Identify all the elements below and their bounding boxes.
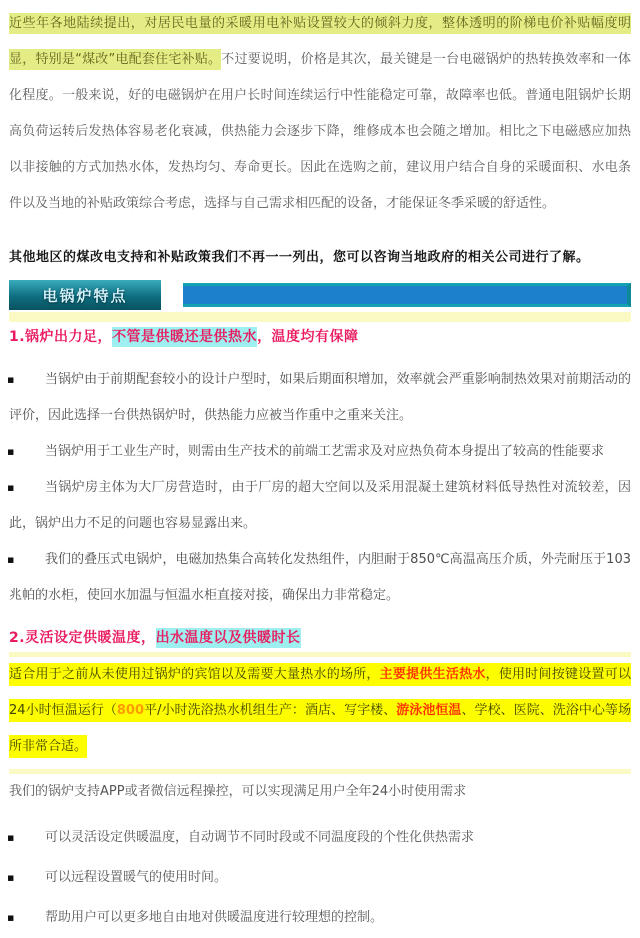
yellow-red-seg: 主要提供生活热水 (380, 663, 486, 686)
highlight-strip (9, 769, 631, 774)
yellow-red-seg: 游泳池恒温 (396, 699, 461, 722)
section-banner (9, 280, 631, 310)
list-item (9, 542, 631, 614)
list-item (9, 362, 631, 434)
list-item (9, 898, 631, 938)
section2-bullet-list (9, 818, 631, 938)
yellow-seg: 适合用于之前从未使用过锅炉的宾馆以及需要大量热水的场所， (9, 663, 380, 686)
section1-heading-seg3: ，温度均有保障 (257, 329, 359, 345)
yellow-orange-seg: 800 (117, 699, 144, 722)
bullet-text: 可以远程设置暖气的使用时间。 (45, 870, 228, 885)
section2-heading-seg1: 2.灵活设定供暖温度， (9, 630, 156, 646)
bullet-text: 帮助用户可以更多地自由地对供暖温度进行较理想的控制。 (45, 910, 384, 925)
intro-normal-text: 不过要说明，价格是其次，最关键是一台电磁锅炉的热转换效率和一体化程度。一般来说，好的电磁锅炉在用户长时间连续运行中性能稳定可靠，故障率也低。普通电阻锅炉长期高负荷运转后发热体容易老化衰减，供热能力会逐步下降，维修成本也会随之增加。相比之下电磁感应加热以非接触的方式加热水体，发热均匀、寿命更长。因此在选购之前，建议用户结合自身的采暖面积、水电条件以及当地的补贴政策综合考虑，选择与自己需求相匹配的设备，才能保证冬季采暖的舒适性。 (9, 52, 631, 211)
section1-heading-seg1: 1.锅炉出力足， (9, 329, 113, 345)
section2-plain-line: 我们的锅炉支持APP或者微信远程操控，可以实现满足用户全年24小时使用需求 (9, 784, 467, 799)
bullet-text: 当锅炉由于前期配套较小的设计户型时，如果后期面积增加，效率就会严重影响制热效果对前期活动的评价，因此选择一台供热锅炉时，供热能力应被当作重中之重来关注。 (9, 372, 631, 423)
note-bold-line: 其他地区的煤改电支持和补贴政策我们不再一一列出，您可以咨询当地政府的相关公司进行了解。 (9, 250, 590, 265)
bullet-marker: ▪ (7, 871, 15, 884)
yellow-seg: 平/小时洗浴热水机组生产：酒店、写字楼、 (144, 699, 396, 722)
intro-highlighted-text: 近些年各地陆续提出，对居民电量的采暖用电补贴设置较大的倾斜力度，整体透明的阶梯电价补贴幅度明显，特别是“煤改”电配套住宅补贴。 (9, 13, 631, 70)
section2-heading-seg2: 出水温度以及供暖时长 (155, 630, 301, 646)
bullet-text: 我们的叠压式电锅炉，电磁加热集合高转化发热组件，内胆耐于850℃高温高压介质，外壳耐压于103兆帕的水柜，使回水加温与恒温水柜直接对接，确保出力非常稳定。 (9, 552, 631, 603)
bullet-marker: ▪ (7, 553, 15, 566)
list-item (9, 818, 631, 858)
bullet-marker: ▪ (7, 831, 15, 844)
list-item (9, 434, 631, 470)
list-item (9, 858, 631, 898)
banner-title-box: 电锅炉特点 (9, 280, 161, 310)
banner-gap (161, 280, 183, 310)
bullet-text: 当锅炉房主体为大厂房营造时，由于厂房的超大空间以及采用混凝土建筑材料低导热性对流较差，因此，锅炉出力不足的问题也容易显露出来。 (9, 480, 631, 531)
section1-bullet-list (9, 362, 631, 614)
highlighted-paragraph (9, 657, 631, 765)
list-item (9, 470, 631, 542)
bullet-marker: ▪ (7, 373, 15, 386)
section1-heading (9, 327, 631, 347)
intro-paragraph (9, 6, 631, 222)
banner-blue-bar (183, 283, 631, 307)
yellow-seg: ，使用时间按键设置可以24小时恒温运行（ (9, 663, 631, 722)
highlight-strip (9, 312, 631, 322)
bullet-marker: ▪ (7, 911, 15, 924)
bullet-marker: ▪ (7, 445, 15, 458)
bullet-text: 当锅炉用于工业生产时，则需由生产技术的前端工艺需求及对应热负荷本身提出了较高的性能要求 (45, 444, 605, 459)
document-page (0, 6, 640, 925)
section1-heading-seg2: 不管是供暖还是供热水 (112, 329, 258, 345)
section2-heading (9, 628, 631, 648)
yellow-seg: 、学校、医院、洗浴中心等场所非常合适。 (9, 699, 631, 758)
bullet-text: 可以灵活设定供暖温度，自动调节不同时段或不同温度段的个性化供热需求 (45, 830, 475, 845)
bullet-marker: ▪ (7, 481, 15, 494)
